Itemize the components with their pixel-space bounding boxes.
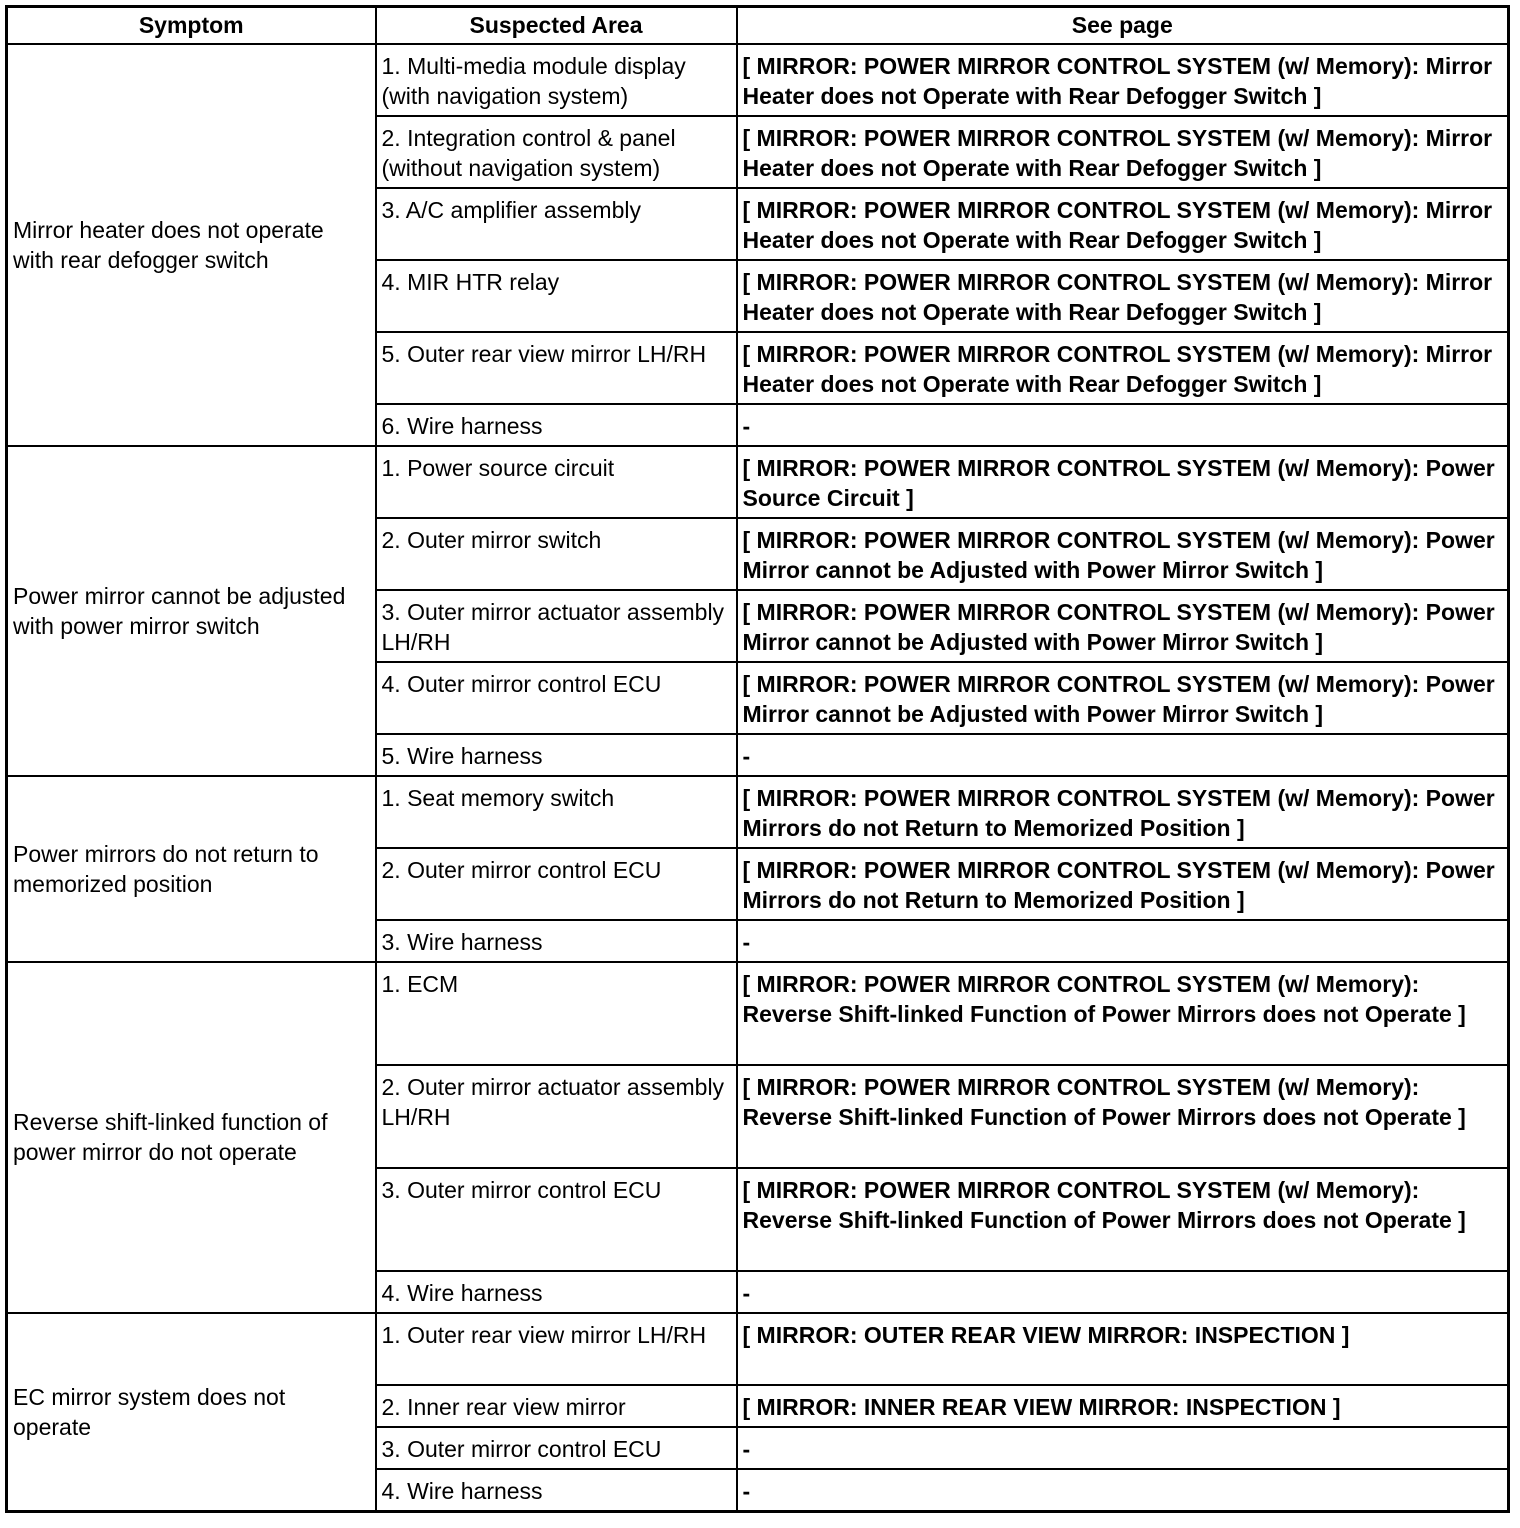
table-row bbox=[7, 44, 1509, 116]
see-page-cell: - bbox=[737, 404, 1509, 446]
suspected-area-cell: 6. Wire harness bbox=[376, 404, 737, 446]
suspected-area-cell: 1. Outer rear view mirror LH/RH bbox=[376, 1313, 737, 1385]
suspected-area-cell: 3. Wire harness bbox=[376, 920, 737, 962]
header-row bbox=[7, 7, 1509, 44]
symptom-cell: EC mirror system does not operate bbox=[7, 1313, 376, 1512]
symptom-cell: Mirror heater does not operate with rear defogger switch bbox=[7, 44, 376, 446]
suspected-area-cell: 1. Power source circuit bbox=[376, 446, 737, 518]
see-page-cell: - bbox=[737, 1427, 1509, 1469]
see-page-cell: [ MIRROR: POWER MIRROR CONTROL SYSTEM (w/ Memory): Power Source Circuit ] bbox=[737, 446, 1509, 518]
see-page-cell: - bbox=[737, 1469, 1509, 1512]
see-page-cell: [ MIRROR: POWER MIRROR CONTROL SYSTEM (w/ Memory): Power Mirror cannot be Adjusted with Power Mirror Switch ] bbox=[737, 662, 1509, 734]
troubleshooting-table bbox=[5, 5, 1510, 1513]
suspected-area-cell: 3. A/C amplifier assembly bbox=[376, 188, 737, 260]
suspected-area-cell: 3. Outer mirror control ECU bbox=[376, 1427, 737, 1469]
symptom-cell: Power mirror cannot be adjusted with power mirror switch bbox=[7, 446, 376, 776]
see-page-cell: - bbox=[737, 734, 1509, 776]
see-page-cell: [ MIRROR: POWER MIRROR CONTROL SYSTEM (w/ Memory): Power Mirror cannot be Adjusted with Power Mirror Switch ] bbox=[737, 590, 1509, 662]
see-page-cell: [ MIRROR: POWER MIRROR CONTROL SYSTEM (w/ Memory): Reverse Shift-linked Function of Power Mirrors does not Operate ] bbox=[737, 1168, 1509, 1271]
symptom-cell: Power mirrors do not return to memorized position bbox=[7, 776, 376, 962]
see-page-cell: [ MIRROR: POWER MIRROR CONTROL SYSTEM (w/ Memory): Mirror Heater does not Operate with Rear Defogger Switch ] bbox=[737, 44, 1509, 116]
header-symptom: Symptom bbox=[7, 7, 376, 44]
table-row bbox=[7, 776, 1509, 848]
see-page-cell: [ MIRROR: POWER MIRROR CONTROL SYSTEM (w/ Memory): Reverse Shift-linked Function of Power Mirrors does not Operate ] bbox=[737, 1065, 1509, 1168]
see-page-cell: [ MIRROR: POWER MIRROR CONTROL SYSTEM (w/ Memory): Mirror Heater does not Operate with Rear Defogger Switch ] bbox=[737, 188, 1509, 260]
symptom-cell: Reverse shift-linked function of power mirror do not operate bbox=[7, 962, 376, 1313]
suspected-area-cell: 4. Wire harness bbox=[376, 1469, 737, 1512]
see-page-cell: - bbox=[737, 920, 1509, 962]
suspected-area-cell: 5. Wire harness bbox=[376, 734, 737, 776]
suspected-area-cell: 2. Integration control & panel (without navigation system) bbox=[376, 116, 737, 188]
see-page-cell: [ MIRROR: POWER MIRROR CONTROL SYSTEM (w/ Memory): Power Mirrors do not Return to Memorized Position ] bbox=[737, 848, 1509, 920]
suspected-area-cell: 4. MIR HTR relay bbox=[376, 260, 737, 332]
suspected-area-cell: 1. ECM bbox=[376, 962, 737, 1065]
table-row bbox=[7, 1313, 1509, 1385]
suspected-area-cell: 1. Multi-media module display (with navigation system) bbox=[376, 44, 737, 116]
suspected-area-cell: 2. Outer mirror control ECU bbox=[376, 848, 737, 920]
suspected-area-cell: 3. Outer mirror actuator assembly LH/RH bbox=[376, 590, 737, 662]
header-suspected-area: Suspected Area bbox=[376, 7, 737, 44]
table-row bbox=[7, 446, 1509, 518]
suspected-area-cell: 2. Inner rear view mirror bbox=[376, 1385, 737, 1427]
see-page-cell: [ MIRROR: POWER MIRROR CONTROL SYSTEM (w/ Memory): Mirror Heater does not Operate with Rear Defogger Switch ] bbox=[737, 260, 1509, 332]
see-page-cell: [ MIRROR: POWER MIRROR CONTROL SYSTEM (w/ Memory): Mirror Heater does not Operate with Rear Defogger Switch ] bbox=[737, 332, 1509, 404]
suspected-area-cell: 2. Outer mirror switch bbox=[376, 518, 737, 590]
see-page-cell: [ MIRROR: INNER REAR VIEW MIRROR: INSPECTION ] bbox=[737, 1385, 1509, 1427]
suspected-area-cell: 5. Outer rear view mirror LH/RH bbox=[376, 332, 737, 404]
header-see-page: See page bbox=[737, 7, 1509, 44]
see-page-cell: [ MIRROR: POWER MIRROR CONTROL SYSTEM (w/ Memory): Mirror Heater does not Operate with Rear Defogger Switch ] bbox=[737, 116, 1509, 188]
see-page-cell: [ MIRROR: POWER MIRROR CONTROL SYSTEM (w/ Memory): Reverse Shift-linked Function of Power Mirrors does not Operate ] bbox=[737, 962, 1509, 1065]
see-page-cell: - bbox=[737, 1271, 1509, 1313]
suspected-area-cell: 2. Outer mirror actuator assembly LH/RH bbox=[376, 1065, 737, 1168]
suspected-area-cell: 4. Outer mirror control ECU bbox=[376, 662, 737, 734]
suspected-area-cell: 4. Wire harness bbox=[376, 1271, 737, 1313]
table-row bbox=[7, 962, 1509, 1065]
suspected-area-cell: 1. Seat memory switch bbox=[376, 776, 737, 848]
see-page-cell: [ MIRROR: POWER MIRROR CONTROL SYSTEM (w/ Memory): Power Mirror cannot be Adjusted with Power Mirror Switch ] bbox=[737, 518, 1509, 590]
see-page-cell: [ MIRROR: OUTER REAR VIEW MIRROR: INSPECTION ] bbox=[737, 1313, 1509, 1385]
see-page-cell: [ MIRROR: POWER MIRROR CONTROL SYSTEM (w/ Memory): Power Mirrors do not Return to Memorized Position ] bbox=[737, 776, 1509, 848]
suspected-area-cell: 3. Outer mirror control ECU bbox=[376, 1168, 737, 1271]
